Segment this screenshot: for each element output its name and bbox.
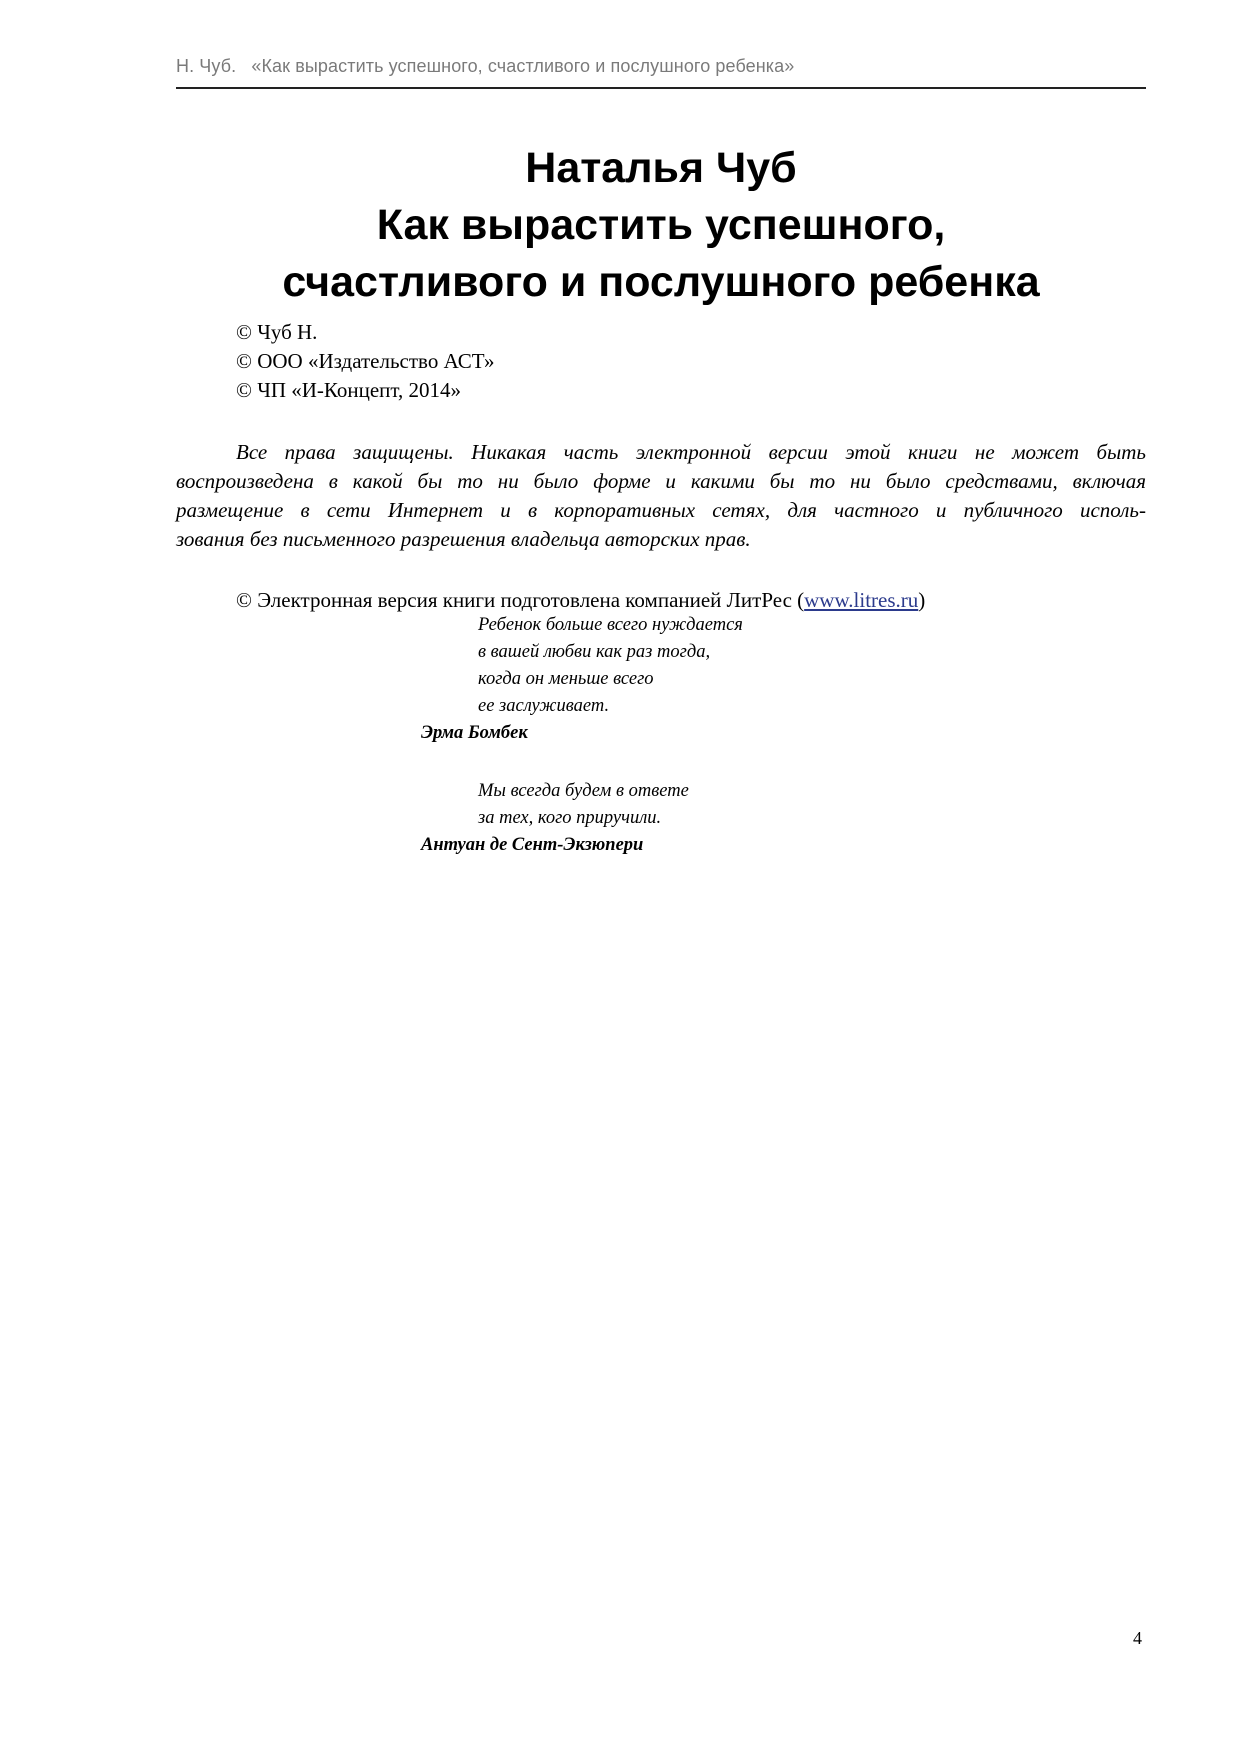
running-header-book-title: «Как вырастить успешного, счастливого и послушного ребенка» (251, 56, 795, 76)
rights-notice-line: Все права защищены. Никакая часть электронной версии этой книги не может быть (236, 440, 1146, 464)
epigraph-line: Мы всегда будем в ответе (478, 781, 689, 801)
rights-notice-line: размещение в сети Интернет и в корпоративных сетях, для частного и публичного исполь- (176, 498, 1146, 522)
rights-notice (176, 438, 1146, 554)
copyright-list (236, 318, 494, 405)
epigraph (421, 778, 689, 859)
epigraph-author: Антуан де Сент-Экзюпери (421, 835, 644, 855)
copyright-line: © Чуб Н. (236, 320, 318, 344)
litres-credit-prefix: © Электронная версия книги подготовлена компанией ЛитРес ( (236, 588, 805, 612)
litres-credit (236, 586, 925, 615)
litres-credit-suffix: ) (918, 588, 926, 612)
epigraph-line: когда он меньше всего (478, 669, 654, 689)
epigraph-author: Эрма Бомбек (421, 723, 528, 743)
copyright-line: © ЧП «И-Концепт, 2014» (236, 378, 462, 402)
epigraph-line: ее заслуживает. (478, 696, 610, 716)
rights-notice-line: зования без письменного разрешения владельца авторских прав. (176, 527, 751, 551)
rights-notice-line: воспроизведена в какой бы то ни было форме и какими бы то ни было средствами, включая (176, 469, 1146, 493)
epigraph (421, 612, 743, 747)
epigraph-line: в вашей любви как раз тогда, (478, 642, 711, 662)
title-author: Наталья Чуб (525, 144, 797, 192)
epigraph-line: Ребенок больше всего нуждается (478, 615, 743, 635)
running-header-author: Н. Чуб. (176, 56, 237, 76)
litres-link[interactable]: www.litres.ru (804, 588, 919, 612)
epigraph-line: за тех, кого приручили. (478, 808, 662, 828)
running-header (176, 56, 1146, 77)
copyright-line: © ООО «Издательство АСТ» (236, 349, 495, 373)
title-line-2: счастливого и послушного ребенка (282, 258, 1040, 306)
title-line-1: Как вырастить успешного, (376, 201, 946, 249)
title-block (176, 140, 1146, 311)
page-number: 4 (1133, 1628, 1142, 1648)
header-divider (176, 87, 1146, 89)
